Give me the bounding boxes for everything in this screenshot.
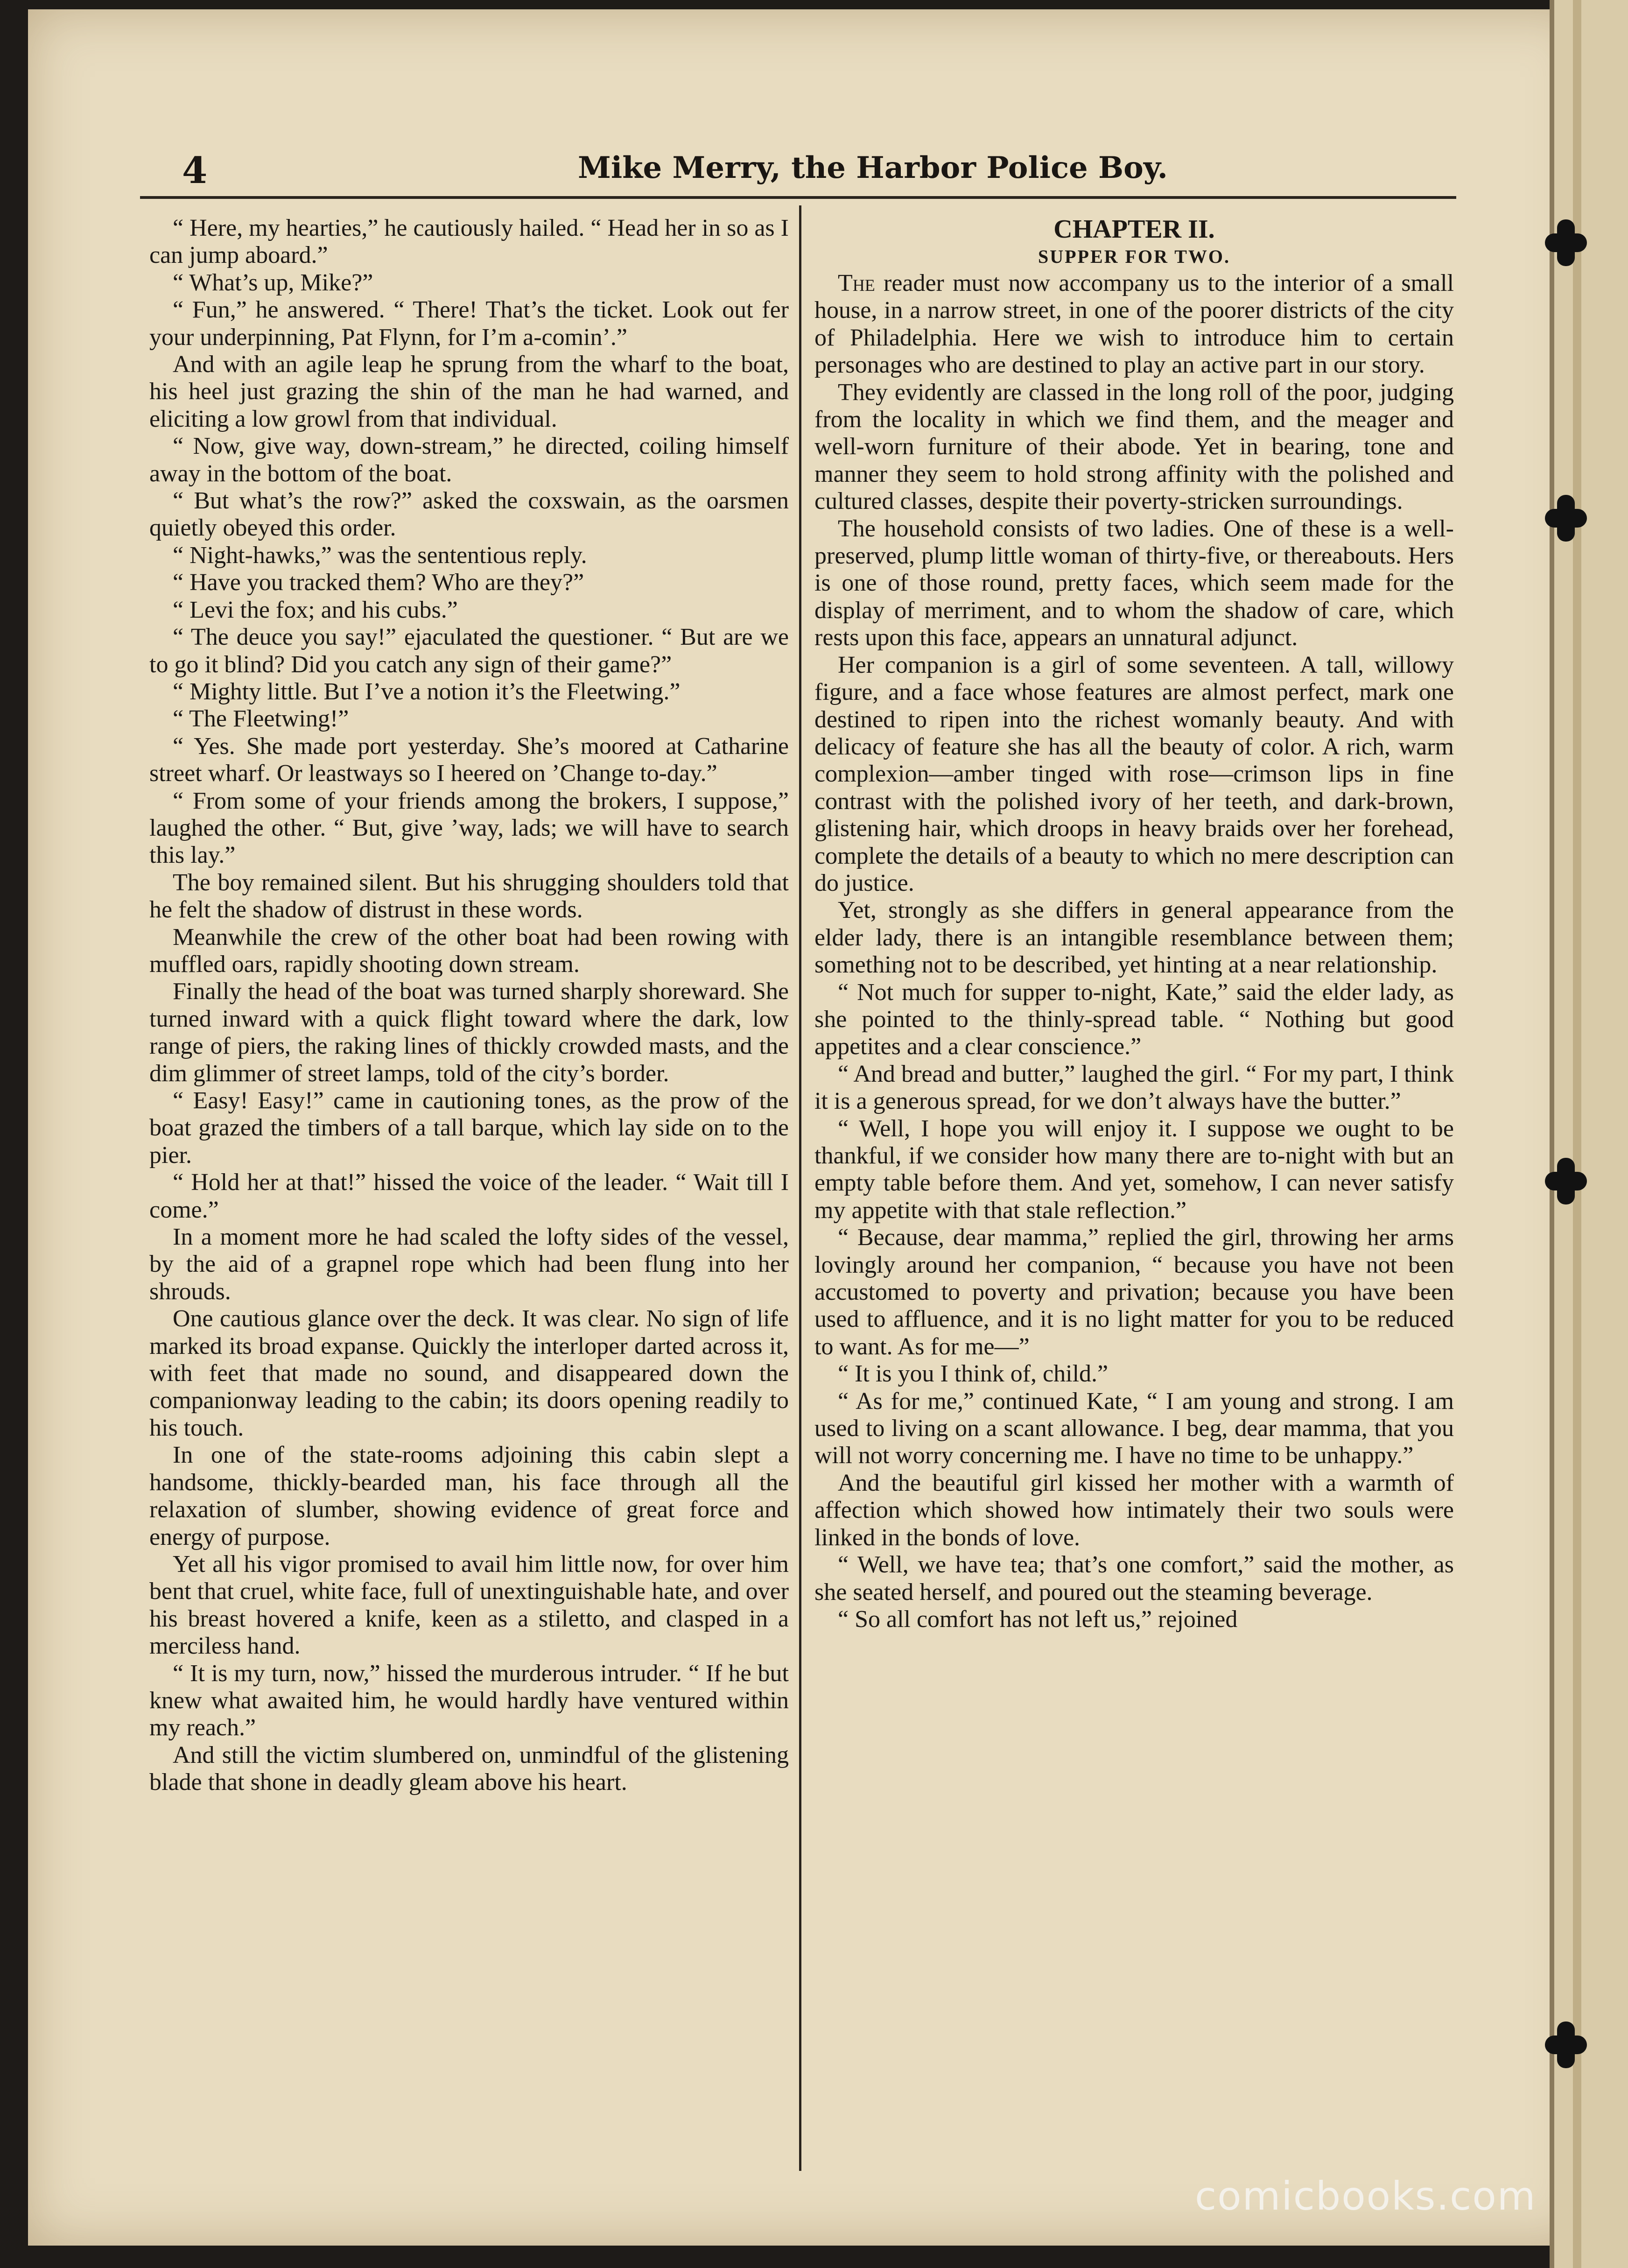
paragraph: “ The deuce you say!” ejaculated the questioner. “ But are we to go it blind? Did you catch any sign of their game?” bbox=[149, 624, 789, 678]
paragraph: Her companion is a girl of some seventeen. A tall, willowy figure, and a face whose features are almost perfect, mark one destined to ripen into the richest womanly beauty. And with delicacy of feature she has all the beauty of color. A rich, warm complexion—amber tinged with rose—crimson lips in fine contrast with the polished ivory of her teeth, and dark-brown, glistening hair, which droops in heavy braids over her forehead, complete the details of a beauty to which no mere description can do justice. bbox=[814, 651, 1454, 896]
paragraph: And with an agile leap he sprung from the wharf to the boat, his heel just grazing the shin of the man he had warned, and eliciting a low growl from that individual. bbox=[149, 351, 789, 432]
paragraph: “ Now, give way, down-stream,” he directed, coiling himself away in the bottom of the boat. bbox=[149, 433, 789, 487]
left-column bbox=[149, 215, 789, 1796]
paragraph: “ Here, my hearties,” he cautiously hailed. “ Head her in so as I can jump aboard.” bbox=[149, 215, 789, 269]
paragraph: Meanwhile the crew of the other boat had been rowing with muffled oars, rapidly shooting down stream. bbox=[149, 923, 789, 978]
first-paragraph-text: reader must now accompany us to the interior of a small house, in a narrow street, in one of the poorer districts of the city of Philadelphia. Here we wish to introduce him to certain personages who are destined to play an active part in our story. bbox=[814, 270, 1454, 379]
paragraph: “ Well, we have tea; that’s one comfort,” said the mother, as she seated herself, and poured out the steaming beverage. bbox=[814, 1551, 1454, 1606]
binding-stitch bbox=[1545, 509, 1587, 528]
paragraph: “ Not much for supper to-night, Kate,” said the elder lady, as she pointed to the thinly-spread table. “ Nothing but good appetites and a clear conscience.” bbox=[814, 979, 1454, 1060]
watermark: comicbooks.com bbox=[1195, 2173, 1537, 2219]
paragraph: “ So all comfort has not left us,” rejoined bbox=[838, 1606, 1238, 1633]
paragraph: “ Easy! Easy!” came in cautioning tones, as the prow of the boat grazed the timbers of a tall barque, which lay side on to the pier. bbox=[149, 1087, 789, 1169]
paragraph: In one of the state-rooms adjoining this cabin slept a handsome, thickly-bearded man, his face through all the relaxation of slumber, showing evidence of great force and energy of purpose. bbox=[149, 1442, 789, 1550]
column-divider bbox=[799, 205, 801, 2171]
paragraph: “ It is my turn, now,” hissed the murderous intruder. “ If he but knew what awaited him, he would hardly have ventured within my reach.” bbox=[149, 1660, 789, 1741]
binding-spine bbox=[1550, 0, 1628, 2268]
paragraph: They evidently are classed in the long roll of the poor, judging from the locality in which we find them, and the meager and well-worn furniture of their abode. Yet in bearing, tone and manner they seem to hold strong affinity with the polished and cultured classes, despite their poverty-stricken surroundings. bbox=[814, 379, 1454, 515]
paragraph: And the beautiful girl kissed her mother with a warmth of affection which showed how intimately their two souls were linked in the bonds of love. bbox=[814, 1469, 1454, 1551]
lead-word: The bbox=[838, 270, 875, 296]
paragraph: “ Hold her at that!” hissed the voice of the leader. “ Wait till I come.” bbox=[149, 1169, 789, 1223]
paragraph: “ What’s up, Mike?” bbox=[173, 269, 373, 296]
paragraph: “ Night-hawks,” was the sententious reply. bbox=[173, 542, 587, 569]
chapter-title: CHAPTER II. bbox=[1053, 215, 1215, 244]
paragraph: In a moment more he had scaled the lofty sides of the vessel, by the aid of a grapnel rope which had been flung into her shrouds. bbox=[149, 1224, 789, 1305]
binding-stitch bbox=[1545, 1172, 1587, 1190]
paragraph: “ Mighty little. But I’ve a notion it’s the Fleetwing.” bbox=[173, 678, 681, 705]
paragraph: “ Fun,” he answered. “ There! That’s the ticket. Look out fer your underpinning, Pat Flynn, for I’m a-comin’.” bbox=[149, 296, 789, 351]
paragraph: One cautious glance over the deck. It was clear. No sign of life marked its broad expanse. Quickly the interloper darted across it, with feet that made no sound, and disappeared down the companionway leading to the cabin; its doors opening readily to his touch. bbox=[149, 1305, 789, 1441]
paragraph: “ Levi the fox; and his cubs.” bbox=[173, 596, 458, 623]
header-rule bbox=[140, 196, 1456, 199]
running-title: Mike Merry, the Harbor Police Boy. bbox=[578, 150, 1168, 185]
paragraph: “ The Fleetwing!” bbox=[173, 705, 349, 733]
paragraph: “ It is you I think of, child.” bbox=[838, 1360, 1109, 1388]
paragraph: And still the victim slumbered on, unmindful of the glistening blade that shone in deadly gleam above his heart. bbox=[149, 1741, 789, 1796]
paragraph: Finally the head of the boat was turned sharply shoreward. She turned inward with a quick flight toward where the dark, low range of piers, the raking lines of thickly crowded masts, and the dim glimmer of street lamps, told of the city’s border. bbox=[149, 978, 789, 1087]
paragraph: “ From some of your friends among the brokers, I suppose,” laughed the other. “ But, give ’way, lads; we will have to search this lay.” bbox=[149, 787, 789, 869]
paragraph: “ And bread and butter,” laughed the girl. “ For my part, I think it is a generous spread, for we don’t always have the butter.” bbox=[814, 1060, 1454, 1115]
first-paragraph bbox=[814, 270, 1454, 379]
paragraph: “ Because, dear mamma,” replied the girl, throwing her arms lovingly around her companion, “ because you have not been accustomed to poverty and privation; because you have been used to affluence, and it is no light matter for you to be reduced to want. As for me—” bbox=[814, 1224, 1454, 1360]
chapter-subtitle: SUPPER FOR TWO. bbox=[1038, 246, 1231, 267]
paragraph: The boy remained silent. But his shrugging shoulders told that he felt the shadow of distrust in these words. bbox=[149, 869, 789, 923]
paragraph: “ Yes. She made port yesterday. She’s moored at Catharine street wharf. Or leastways so I heered on ’Change to-day.” bbox=[149, 733, 789, 787]
page-number: 4 bbox=[182, 149, 208, 192]
binding-stitch bbox=[1545, 2036, 1587, 2054]
spine-fold bbox=[1573, 0, 1581, 2268]
paragraph: “ As for me,” continued Kate, “ I am young and strong. I am used to living on a scant allowance. I beg, dear mamma, that you will not worry concerning me. I have no time to be unhappy.” bbox=[814, 1388, 1454, 1469]
right-column bbox=[814, 215, 1454, 1633]
paragraph: “ But what’s the row?” asked the coxswain, as the oarsmen quietly obeyed this order. bbox=[149, 487, 789, 542]
paragraph: “ Well, I hope you will enjoy it. I suppose we ought to be thankful, if we consider how many there are to-night with but an empty table before them. And yet, somehow, I can never satisfy my appetite with that stale reflection.” bbox=[814, 1115, 1454, 1224]
paragraph: “ Have you tracked them? Who are they?” bbox=[173, 569, 584, 596]
paragraph: The household consists of two ladies. One of these is a well-preserved, plump little woman of thirty-five, or thereabouts. Hers is one of those round, pretty faces, which seem made for the display of merriment, and to whom the shadow of care, which rests upon this face, appears an unnatural adjunct. bbox=[814, 515, 1454, 651]
paragraph: Yet all his vigor promised to avail him little now, for over him bent that cruel, white face, full of unextinguishable hate, and over his breast hovered a knife, keen as a stiletto, and clasped in a merciless hand. bbox=[149, 1550, 789, 1660]
binding-stitch bbox=[1545, 233, 1587, 252]
paragraph: Yet, strongly as she differs in general appearance from the elder lady, there is an intangible resemblance between them; something not to be described, yet hinting at a near relationship. bbox=[814, 897, 1454, 979]
